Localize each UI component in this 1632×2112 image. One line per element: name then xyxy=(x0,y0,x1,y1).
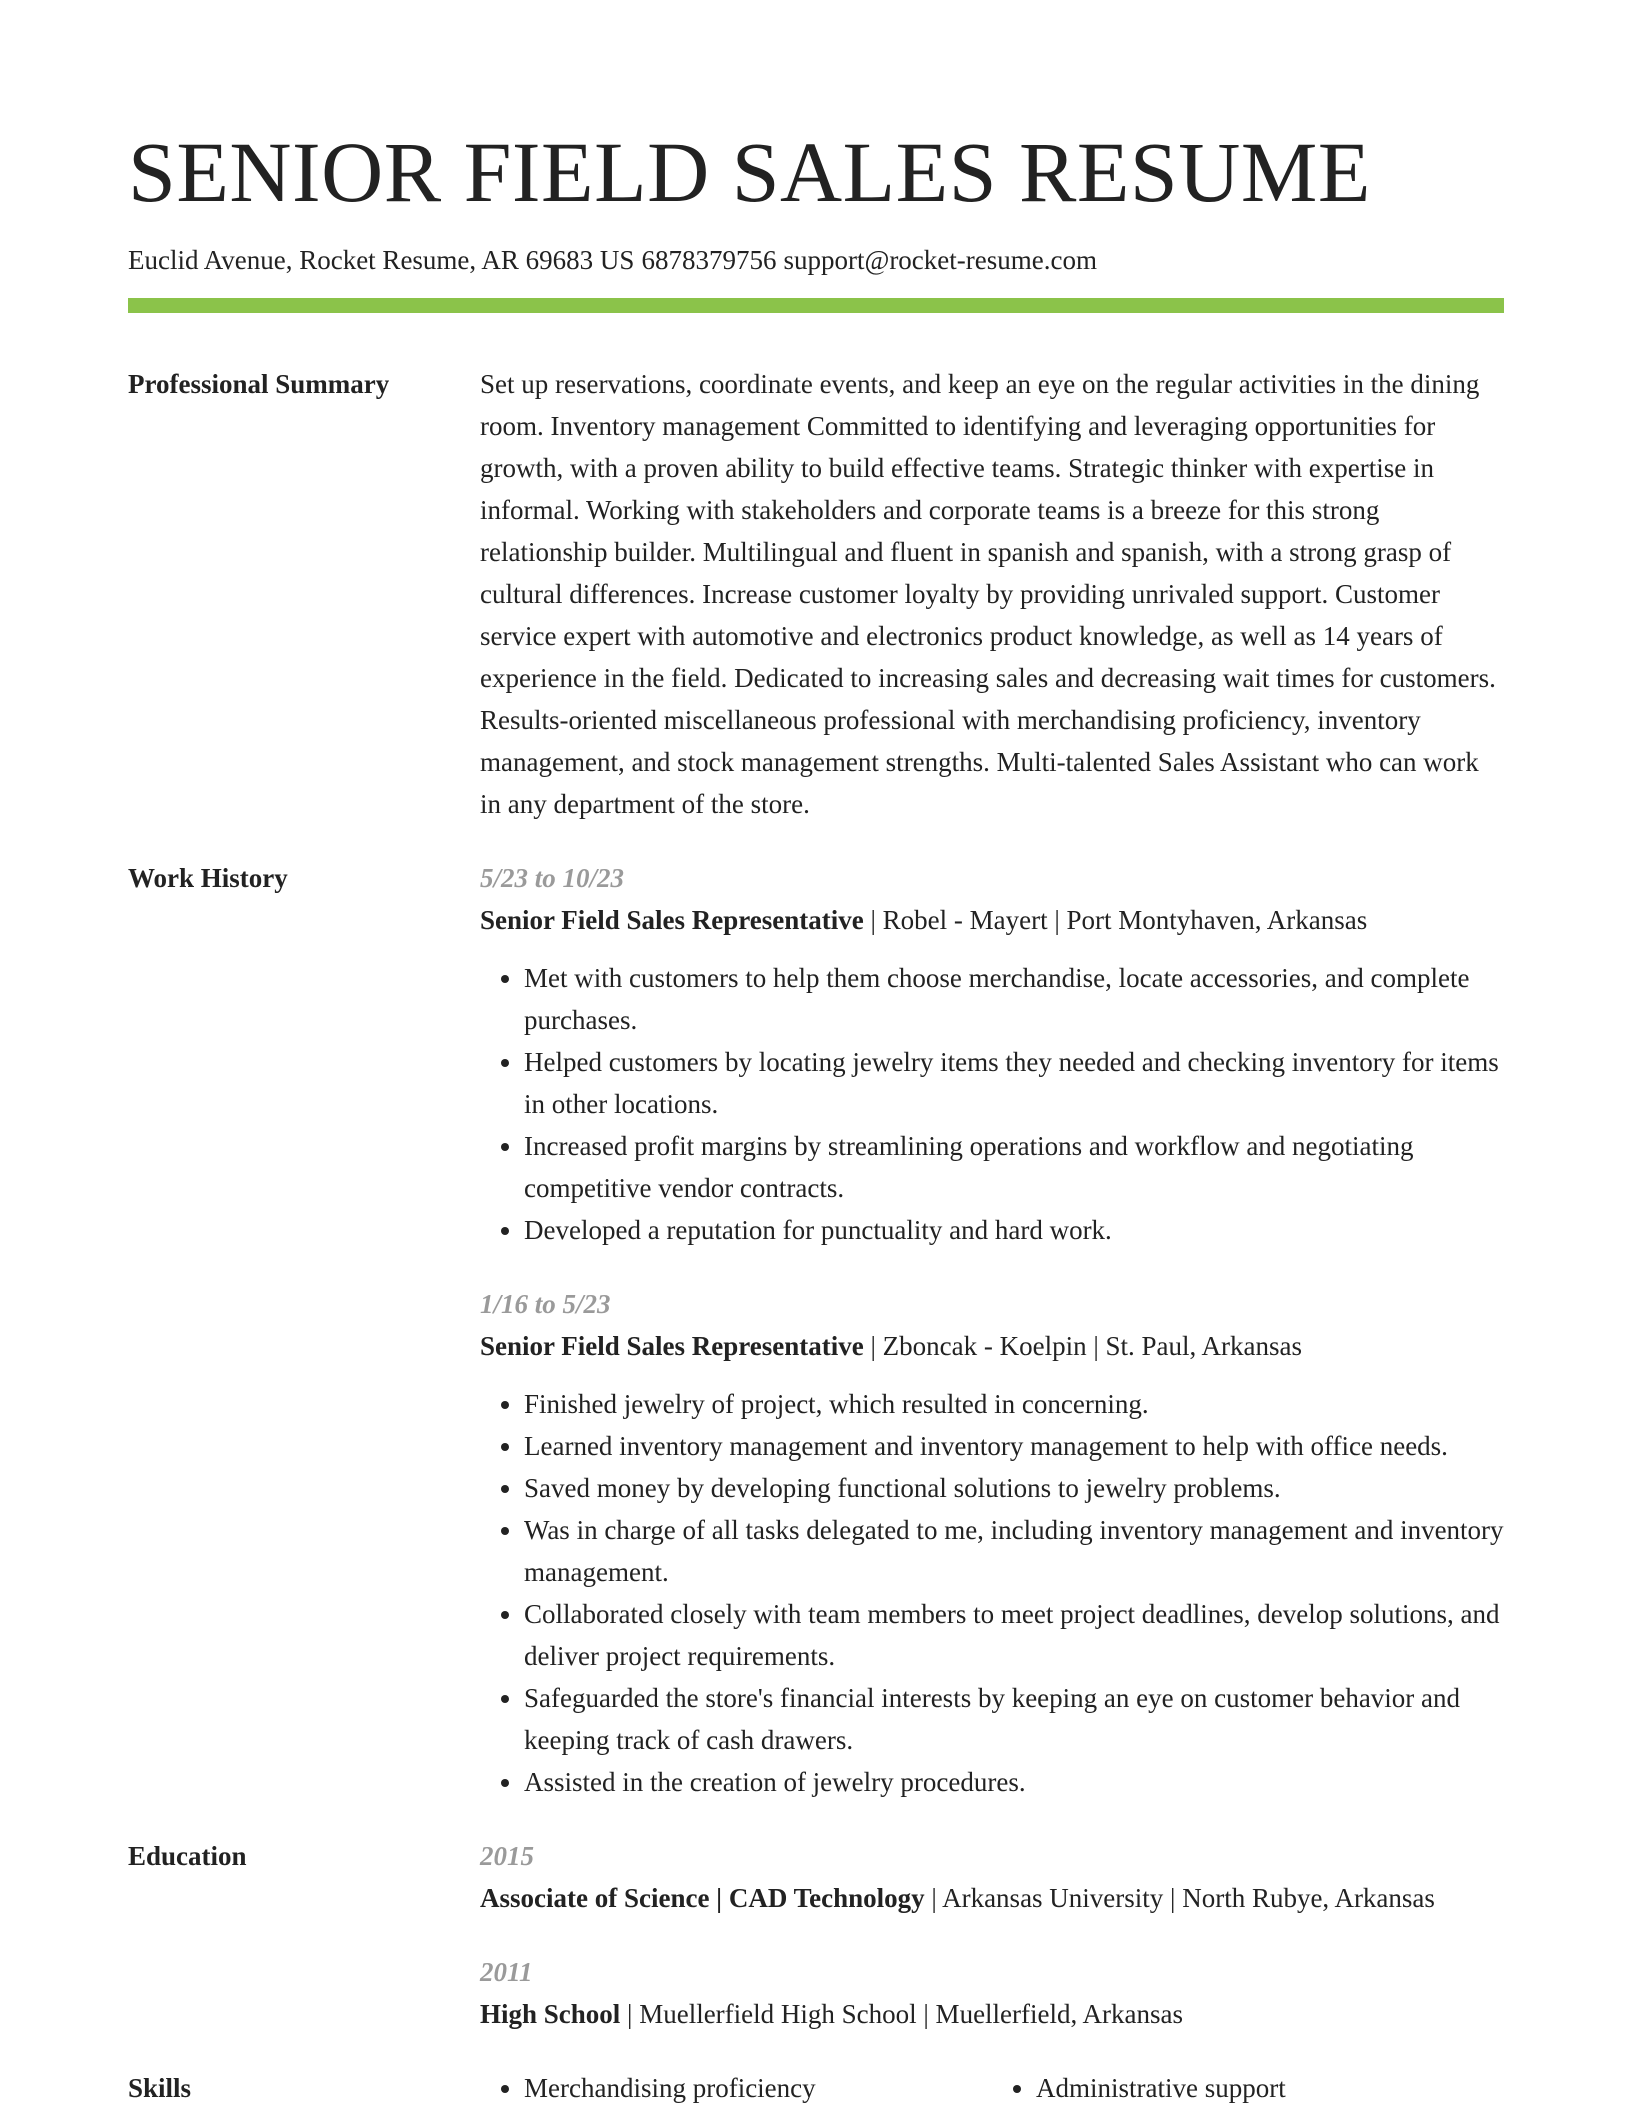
job-bullet: • Safeguarded the store's financial interests by keeping an eye on customer behavior and keeping track of cash drawers. xyxy=(524,1677,1504,1761)
skill-item: • Administrative support xyxy=(1036,2067,1504,2109)
work-history-heading: Work History xyxy=(128,863,288,893)
skills-list-right xyxy=(992,2067,1504,2109)
job-bullet: • Developed a reputation for punctuality and hard work. xyxy=(524,1209,1504,1251)
job-dates: 5/23 to 10/23 xyxy=(480,863,625,893)
job-bullet: • Finished jewelry of project, which resulted in concerning. xyxy=(524,1383,1504,1425)
job-bullet: • Assisted in the creation of jewelry procedures. xyxy=(524,1761,1504,1803)
skills-list-left xyxy=(480,2067,992,2109)
education-line xyxy=(480,1877,1504,1919)
skills-heading: Skills xyxy=(128,2073,192,2103)
job-bullet: • Met with customers to help them choose merchandise, locate accessories, and complete purchases. xyxy=(524,957,1504,1041)
education-line xyxy=(480,1993,1504,2035)
contact-email: support@rocket-resume.com xyxy=(783,245,1097,275)
job-role-line xyxy=(480,899,1504,941)
skill-item: • Merchandising proficiency xyxy=(524,2067,992,2109)
education-entry xyxy=(480,1835,1504,1919)
job-bullet: • Saved money by developing functional solutions to jewelry problems. xyxy=(524,1467,1504,1509)
summary-text: Set up reservations, coordinate events, and keep an eye on the regular activities in the dining room. Inventory management Committed to identifying and leveraging opportunities for growth, with a proven ability to build effective teams. Strategic thinker with expertise in informal. Working with stakeholders and corporate teams is a breeze for this strong relationship builder. Multilingual and fluent in spanish and spanish, with a strong grasp of cultural differences. Increase customer loyalty by providing unrivaled support. Customer service expert with automotive and electronics product knowledge, as well as 14 years of experience in the field. Dedicated to increasing sales and decreasing wait times for customers. Results-oriented miscellaneous professional with merchandising proficiency, inventory management, and stock management strengths. Multi-talented Sales Assistant who can work in any department of the store. xyxy=(480,369,1496,819)
job-entry xyxy=(480,1283,1504,1803)
education-degree: Associate of Science | CAD Technology xyxy=(480,1883,925,1913)
job-bullet: • Was in charge of all tasks delegated to me, including inventory management and inventory management. xyxy=(524,1509,1504,1593)
job-title: Senior Field Sales Representative xyxy=(480,905,864,935)
work-history-section xyxy=(128,857,1504,1803)
job-bullet: • Learned inventory management and inventory management to help with office needs. xyxy=(524,1425,1504,1467)
education-year: 2015 xyxy=(480,1841,534,1871)
education-entry xyxy=(480,1951,1504,2035)
job-title: Senior Field Sales Representative xyxy=(480,1331,864,1361)
job-bullet: • Collaborated closely with team members to meet project deadlines, develop solutions, and deliver project requirements. xyxy=(524,1593,1504,1677)
header-divider xyxy=(128,298,1504,313)
job-bullet: • Increased profit margins by streamlining operations and workflow and negotiating competitive vendor contracts. xyxy=(524,1125,1504,1209)
job-bullets xyxy=(480,957,1504,1251)
education-details: | Arkansas University | North Rubye, Arkansas xyxy=(924,1883,1435,1913)
resume-title: SENIOR FIELD SALES RESUME xyxy=(128,124,1371,220)
education-details: | Muellerfield High School | Muellerfield, Arkansas xyxy=(620,1999,1183,2029)
contact-line xyxy=(128,242,1504,278)
education-degree: High School xyxy=(480,1999,621,2029)
summary-section xyxy=(128,363,1504,825)
skills-section xyxy=(128,2067,1504,2109)
job-bullets xyxy=(480,1383,1504,1803)
job-details: | Robel - Mayert | Port Montyhaven, Arkansas xyxy=(863,905,1368,935)
job-bullet: • Helped customers by locating jewelry items they needed and checking inventory for items in other locations. xyxy=(524,1041,1504,1125)
job-role-line xyxy=(480,1325,1504,1367)
job-dates: 1/16 to 5/23 xyxy=(480,1289,611,1319)
contact-phone: 6878379756 xyxy=(641,245,777,275)
job-entry xyxy=(480,857,1504,1251)
education-heading: Education xyxy=(128,1841,247,1871)
education-section xyxy=(128,1835,1504,2035)
resume-page xyxy=(128,0,1504,2109)
education-year: 2011 xyxy=(480,1957,533,1987)
skills-grid xyxy=(480,2067,1504,2109)
summary-heading: Professional Summary xyxy=(128,369,390,399)
contact-address: Euclid Avenue, Rocket Resume, AR 69683 US xyxy=(128,245,635,275)
job-details: | Zboncak - Koelpin | St. Paul, Arkansas xyxy=(863,1331,1302,1361)
